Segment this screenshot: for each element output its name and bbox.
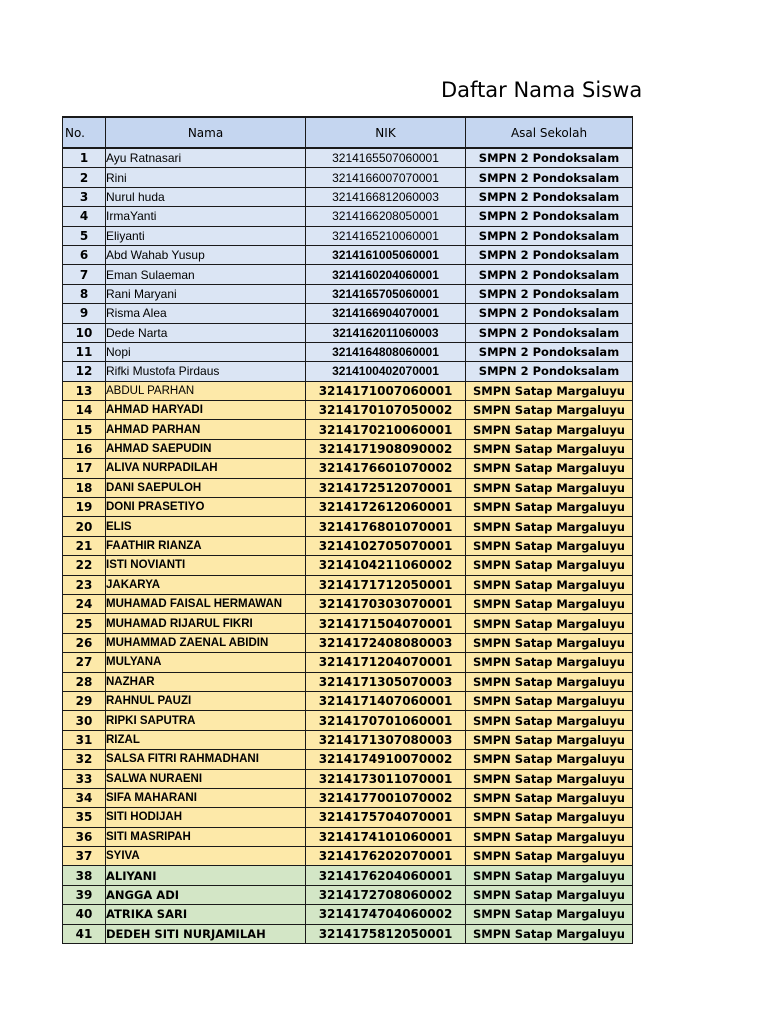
cell-nama: SITI MASRIPAH [106, 827, 306, 846]
table-row [63, 711, 633, 730]
cell-asal-sekolah: SMPN Satap Margaluyu [466, 575, 633, 594]
cell-asal-sekolah: SMPN Satap Margaluyu [466, 381, 633, 400]
table-body [63, 148, 633, 944]
cell-asal-sekolah: SMPN Satap Margaluyu [466, 808, 633, 827]
cell-nama: MUHAMAD RIJARUL FIKRI [106, 614, 306, 633]
cell-no: 5 [63, 226, 106, 245]
cell-nama: AHMAD HARYADI [106, 401, 306, 420]
cell-nik: 3214171305070003 [306, 672, 466, 691]
cell-asal-sekolah: SMPN Satap Margaluyu [466, 439, 633, 458]
cell-no: 10 [63, 323, 106, 342]
cell-asal-sekolah: SMPN Satap Margaluyu [466, 594, 633, 613]
cell-nama: Eman Sulaeman [106, 265, 306, 284]
cell-nik: 3214174910070002 [306, 750, 466, 769]
cell-nik: 3214176601070002 [306, 459, 466, 478]
cell-no: 20 [63, 517, 106, 536]
cell-nama: AHMAD SAEPUDIN [106, 439, 306, 458]
table-row [63, 459, 633, 478]
table-row [63, 420, 633, 439]
cell-asal-sekolah: SMPN Satap Margaluyu [466, 478, 633, 497]
cell-no: 6 [63, 245, 106, 264]
cell-no: 26 [63, 633, 106, 652]
header-asal-sekolah: Asal Sekolah [466, 117, 633, 148]
header-nama: Nama [106, 117, 306, 148]
cell-nama: DEDEH SITI NURJAMILAH [106, 924, 306, 943]
cell-asal-sekolah: SMPN 2 Pondoksalam [466, 342, 633, 361]
cell-no: 17 [63, 459, 106, 478]
table-row [63, 556, 633, 575]
cell-nama: SALSA FITRI RAHMADHANI [106, 750, 306, 769]
cell-nik: 3214160204060001 [306, 265, 466, 284]
table-row [63, 575, 633, 594]
cell-nik: 3214175812050001 [306, 924, 466, 943]
cell-asal-sekolah: SMPN 2 Pondoksalam [466, 226, 633, 245]
header-nik: NIK [306, 117, 466, 148]
table-row [63, 148, 633, 168]
cell-nik: 3214166007070001 [306, 168, 466, 187]
cell-nama: RIZAL [106, 730, 306, 749]
cell-nik: 3214170210060001 [306, 420, 466, 439]
cell-nik: 3214176204060001 [306, 866, 466, 885]
cell-asal-sekolah: SMPN Satap Margaluyu [466, 827, 633, 846]
cell-nik: 3214172612060001 [306, 498, 466, 517]
page-title: Daftar Nama Siswa [441, 78, 643, 102]
cell-nama: Risma Alea [106, 304, 306, 323]
cell-nik: 3214175704070001 [306, 808, 466, 827]
table-row [63, 498, 633, 517]
table-row [63, 362, 633, 381]
cell-no: 39 [63, 885, 106, 904]
cell-nama: Eliyanti [106, 226, 306, 245]
cell-nama: NAZHAR [106, 672, 306, 691]
table-row [63, 633, 633, 652]
cell-no: 22 [63, 556, 106, 575]
cell-no: 3 [63, 187, 106, 206]
cell-nik: 3214176202070001 [306, 847, 466, 866]
cell-no: 16 [63, 439, 106, 458]
cell-no: 40 [63, 905, 106, 924]
table-row [63, 847, 633, 866]
cell-no: 29 [63, 691, 106, 710]
table-row [63, 342, 633, 361]
cell-nama: DANI SAEPULOH [106, 478, 306, 497]
cell-asal-sekolah: SMPN Satap Margaluyu [466, 498, 633, 517]
cell-no: 8 [63, 284, 106, 303]
table-row [63, 769, 633, 788]
cell-nik: 3214161005060001 [306, 245, 466, 264]
cell-nama: Abd Wahab Yusup [106, 245, 306, 264]
table-row [63, 323, 633, 342]
cell-nik: 3214102705070001 [306, 536, 466, 555]
table-row [63, 808, 633, 827]
table-row [63, 691, 633, 710]
table-row [63, 672, 633, 691]
cell-nama: DONI PRASETIYO [106, 498, 306, 517]
table-row [63, 439, 633, 458]
cell-nama: MUHAMMAD ZAENAL ABIDIN [106, 633, 306, 652]
cell-asal-sekolah: SMPN Satap Margaluyu [466, 691, 633, 710]
cell-nama: Dede Narta [106, 323, 306, 342]
cell-nama: ANGGA ADI [106, 885, 306, 904]
table-row [63, 265, 633, 284]
cell-no: 34 [63, 788, 106, 807]
cell-no: 13 [63, 381, 106, 400]
cell-nik: 3214100402070001 [306, 362, 466, 381]
cell-nik: 3214171712050001 [306, 575, 466, 594]
cell-nama: SIFA MAHARANI [106, 788, 306, 807]
cell-asal-sekolah: SMPN Satap Margaluyu [466, 517, 633, 536]
table-row [63, 207, 633, 226]
cell-nama: Rini [106, 168, 306, 187]
cell-nik: 3214171307080003 [306, 730, 466, 749]
table-row [63, 401, 633, 420]
cell-nik: 3214162011060003 [306, 323, 466, 342]
cell-asal-sekolah: SMPN Satap Margaluyu [466, 847, 633, 866]
cell-nama: RIPKI SAPUTRA [106, 711, 306, 730]
cell-nama: ISTI NOVIANTI [106, 556, 306, 575]
cell-nik: 3214176801070001 [306, 517, 466, 536]
cell-no: 11 [63, 342, 106, 361]
cell-nik: 3214171407060001 [306, 691, 466, 710]
cell-nik: 3214172512070001 [306, 478, 466, 497]
cell-no: 35 [63, 808, 106, 827]
cell-nama: Nopi [106, 342, 306, 361]
cell-no: 41 [63, 924, 106, 943]
cell-asal-sekolah: SMPN 2 Pondoksalam [466, 265, 633, 284]
cell-no: 36 [63, 827, 106, 846]
cell-no: 23 [63, 575, 106, 594]
cell-no: 31 [63, 730, 106, 749]
cell-asal-sekolah: SMPN Satap Margaluyu [466, 788, 633, 807]
cell-nama: Rifki Mustofa Pirdaus [106, 362, 306, 381]
cell-no: 9 [63, 304, 106, 323]
cell-nik: 3214174704060002 [306, 905, 466, 924]
cell-asal-sekolah: SMPN 2 Pondoksalam [466, 187, 633, 206]
cell-asal-sekolah: SMPN Satap Margaluyu [466, 653, 633, 672]
cell-asal-sekolah: SMPN 2 Pondoksalam [466, 284, 633, 303]
cell-nama: Ayu Ratnasari [106, 148, 306, 168]
cell-nama: ELIS [106, 517, 306, 536]
cell-nik: 3214173011070001 [306, 769, 466, 788]
cell-nama: ALIYANI [106, 866, 306, 885]
table-row [63, 304, 633, 323]
cell-no: 30 [63, 711, 106, 730]
cell-nik: 3214164808060001 [306, 342, 466, 361]
cell-nik: 3214165210060001 [306, 226, 466, 245]
cell-nik: 3214171504070001 [306, 614, 466, 633]
cell-asal-sekolah: SMPN Satap Margaluyu [466, 905, 633, 924]
cell-no: 12 [63, 362, 106, 381]
cell-nik: 3214104211060002 [306, 556, 466, 575]
cell-no: 1 [63, 148, 106, 168]
cell-asal-sekolah: SMPN 2 Pondoksalam [466, 245, 633, 264]
table-row [63, 827, 633, 846]
cell-no: 19 [63, 498, 106, 517]
cell-nik: 3214177001070002 [306, 788, 466, 807]
cell-nama: RAHNUL PAUZI [106, 691, 306, 710]
cell-nama: MULYANA [106, 653, 306, 672]
cell-no: 25 [63, 614, 106, 633]
cell-nama: MUHAMAD FAISAL HERMAWAN [106, 594, 306, 613]
cell-no: 32 [63, 750, 106, 769]
cell-asal-sekolah: SMPN Satap Margaluyu [466, 401, 633, 420]
cell-no: 2 [63, 168, 106, 187]
cell-nik: 3214170107050002 [306, 401, 466, 420]
cell-asal-sekolah: SMPN 2 Pondoksalam [466, 323, 633, 342]
cell-nama: ABDUL PARHAN [106, 381, 306, 400]
table-row [63, 614, 633, 633]
cell-nama: IrmaYanti [106, 207, 306, 226]
cell-asal-sekolah: SMPN Satap Margaluyu [466, 769, 633, 788]
table-row [63, 168, 633, 187]
table-row [63, 885, 633, 904]
cell-asal-sekolah: SMPN 2 Pondoksalam [466, 362, 633, 381]
cell-asal-sekolah: SMPN Satap Margaluyu [466, 924, 633, 943]
cell-no: 21 [63, 536, 106, 555]
cell-nama: SITI HODIJAH [106, 808, 306, 827]
cell-no: 24 [63, 594, 106, 613]
table-row [63, 653, 633, 672]
cell-nama: Rani Maryani [106, 284, 306, 303]
cell-nik: 3214171908090002 [306, 439, 466, 458]
table-row [63, 517, 633, 536]
cell-nik: 3214171204070001 [306, 653, 466, 672]
cell-asal-sekolah: SMPN Satap Margaluyu [466, 885, 633, 904]
header-row [63, 117, 633, 148]
table-row [63, 924, 633, 943]
cell-nik: 3214165507060001 [306, 148, 466, 168]
cell-asal-sekolah: SMPN Satap Margaluyu [466, 536, 633, 555]
cell-nik: 3214165705060001 [306, 284, 466, 303]
table-row [63, 226, 633, 245]
cell-nama: AHMAD PARHAN [106, 420, 306, 439]
cell-no: 7 [63, 265, 106, 284]
cell-no: 4 [63, 207, 106, 226]
table-row [63, 594, 633, 613]
cell-asal-sekolah: SMPN 2 Pondoksalam [466, 207, 633, 226]
table-row [63, 284, 633, 303]
cell-asal-sekolah: SMPN 2 Pondoksalam [466, 304, 633, 323]
cell-asal-sekolah: SMPN Satap Margaluyu [466, 750, 633, 769]
cell-nik: 3214166904070001 [306, 304, 466, 323]
cell-no: 27 [63, 653, 106, 672]
cell-asal-sekolah: SMPN Satap Margaluyu [466, 730, 633, 749]
cell-nik: 3214174101060001 [306, 827, 466, 846]
cell-no: 33 [63, 769, 106, 788]
table-row [63, 245, 633, 264]
table-row [63, 187, 633, 206]
cell-asal-sekolah: SMPN Satap Margaluyu [466, 420, 633, 439]
table-row [63, 381, 633, 400]
cell-asal-sekolah: SMPN Satap Margaluyu [466, 556, 633, 575]
table-row [63, 536, 633, 555]
student-table [62, 116, 633, 944]
table-row [63, 750, 633, 769]
cell-nama: FAATHIR RIANZA [106, 536, 306, 555]
header-no: No. [63, 117, 106, 148]
cell-asal-sekolah: SMPN 2 Pondoksalam [466, 148, 633, 168]
table-row [63, 478, 633, 497]
cell-nama: ALIVA NURPADILAH [106, 459, 306, 478]
cell-nik: 3214166208050001 [306, 207, 466, 226]
cell-no: 14 [63, 401, 106, 420]
cell-asal-sekolah: SMPN Satap Margaluyu [466, 672, 633, 691]
cell-nama: JAKARYA [106, 575, 306, 594]
cell-nik: 3214172408080003 [306, 633, 466, 652]
cell-asal-sekolah: SMPN Satap Margaluyu [466, 866, 633, 885]
cell-asal-sekolah: SMPN Satap Margaluyu [466, 633, 633, 652]
table-row [63, 730, 633, 749]
cell-asal-sekolah: SMPN 2 Pondoksalam [466, 168, 633, 187]
cell-nama: SALWA NURAENI [106, 769, 306, 788]
cell-nik: 3214170701060001 [306, 711, 466, 730]
table-row [63, 866, 633, 885]
cell-nik: 3214170303070001 [306, 594, 466, 613]
cell-no: 18 [63, 478, 106, 497]
table-row [63, 905, 633, 924]
cell-nama: ATRIKA SARI [106, 905, 306, 924]
cell-no: 28 [63, 672, 106, 691]
cell-no: 38 [63, 866, 106, 885]
cell-nik: 3214172708060002 [306, 885, 466, 904]
cell-asal-sekolah: SMPN Satap Margaluyu [466, 614, 633, 633]
table-row [63, 788, 633, 807]
cell-nik: 3214171007060001 [306, 381, 466, 400]
cell-nama: Nurul huda [106, 187, 306, 206]
cell-no: 15 [63, 420, 106, 439]
cell-asal-sekolah: SMPN Satap Margaluyu [466, 711, 633, 730]
cell-asal-sekolah: SMPN Satap Margaluyu [466, 459, 633, 478]
cell-no: 37 [63, 847, 106, 866]
cell-nik: 3214166812060003 [306, 187, 466, 206]
cell-nama: SYIVA [106, 847, 306, 866]
